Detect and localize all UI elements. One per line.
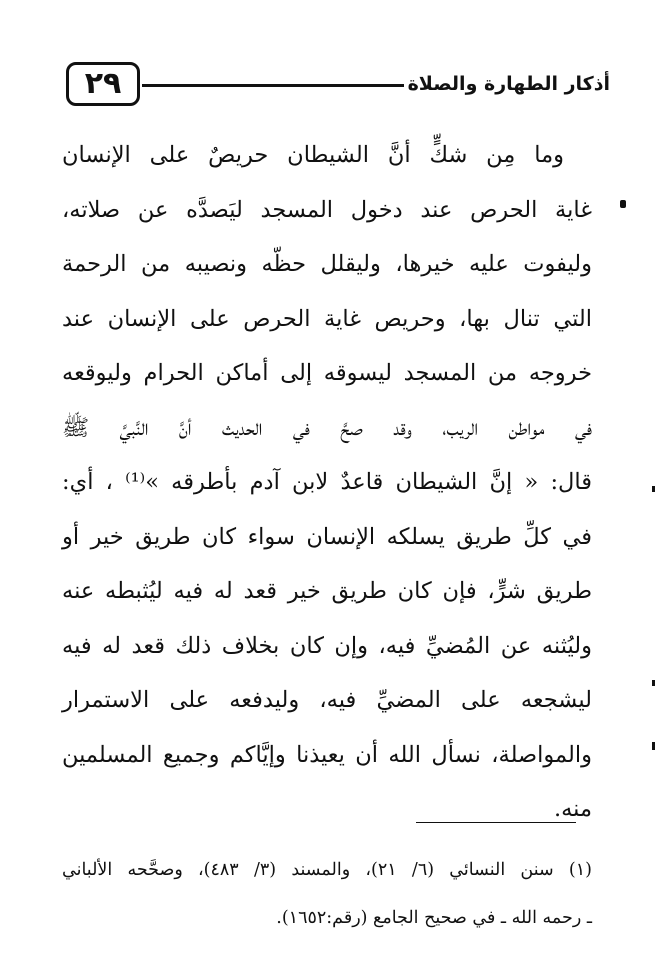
scan-speck xyxy=(620,200,626,208)
footnote-line: ـ رحمه الله ـ في صحيح الجامع (رقم:١٦٥٢). xyxy=(276,908,592,928)
text-line: طريق شرٍّ، فإن كان طريق خير قعد له فيه ليُثبطه عنه xyxy=(62,578,592,604)
text-line: وما مِن شكٍّ أنَّ الشيطان حريصٌ على الإنسان xyxy=(62,142,564,168)
text-line: والمواصلة، نسأل الله أن يعيذنا وإيَّاكم وجميع المسلمين xyxy=(62,741,592,768)
text-line: وليُثنه عن المُضيِّ فيه، وإن كان بخلاف ذلك قعد له فيه xyxy=(62,632,592,659)
text-line: خروجه من المسجد ليسوقه إلى أماكن الحرام وليوقعه xyxy=(62,360,592,386)
text-line: التي تنال بها، وحريص غاية الحرص على الإنسان عند xyxy=(62,305,592,332)
scan-speck xyxy=(652,742,655,750)
scan-speck xyxy=(652,680,655,686)
footnote-line: (١) سنن النسائي (٦/ ٢١)، والمسند (٣/ ٤٨٣)، وصحَّحه الألباني xyxy=(62,860,592,880)
page-number: ٢٩ xyxy=(66,62,140,106)
text-line: ليشجعه على المضيِّ فيه، وليدفعه على الاستمرار xyxy=(62,687,592,713)
text-line: قال: « إنَّ الشيطان قاعدٌ لابن آدم بأطرقه »⁽¹⁾ ، أي: xyxy=(62,469,592,495)
main-text xyxy=(62,128,592,837)
scan-speck xyxy=(652,486,655,492)
text-line: وليفوت عليه خيرها، وليقلل حظّه ونصيبه من الرحمة xyxy=(62,251,592,277)
footnotes xyxy=(62,846,592,942)
text-line: في كلِّ طريق يسلكه الإنسان سواء كان طريق خير أو xyxy=(62,523,592,550)
header-rule xyxy=(142,84,404,87)
text-line: في مواطن الريب، وقد صحَّ في الحديث أنَّ النَّبيَّ ﷺ xyxy=(62,414,592,441)
footnote-separator xyxy=(416,822,576,823)
text-line: غاية الحرص عند دخول المسجد ليَصدَّه عن صلاته، xyxy=(62,196,592,223)
running-title: أذكار الطهارة والصلاة xyxy=(407,73,610,95)
page-header xyxy=(62,62,610,114)
text-line: منه. xyxy=(553,796,592,822)
